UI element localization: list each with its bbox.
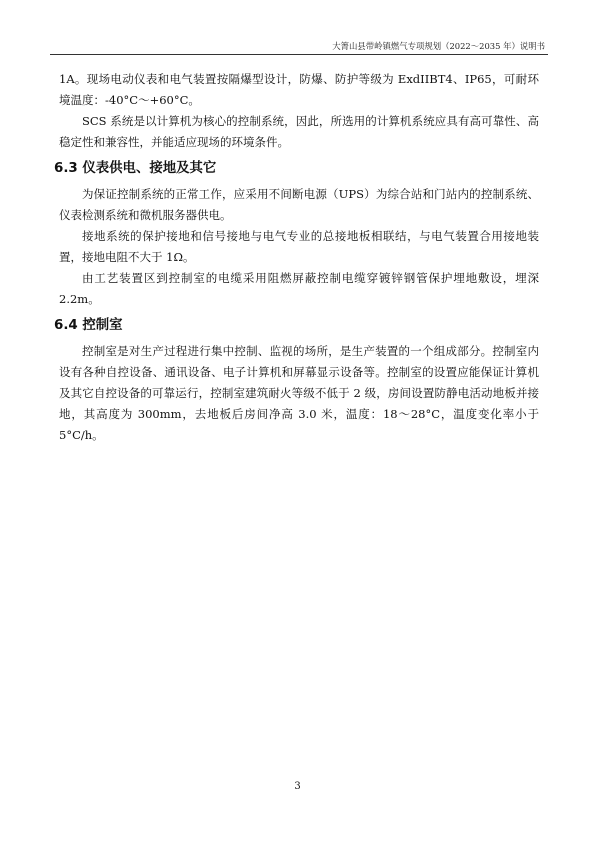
paragraph-continuation: 1A。现场电动仪表和电气装置按隔爆型设计，防爆、防护等级为 ExdIIBT4、IP65，可耐环境温度：-40°C～+60°C。 bbox=[59, 72, 539, 107]
section-heading-6-3: 6.3 仪表供电、接地及其它 bbox=[54, 161, 217, 176]
paragraph-grounding: 接地系统的保护接地和信号接地与电气专业的总接地板相联结，与电气装置合用接地装置，接地电阻不大于 1Ω。 bbox=[59, 229, 539, 264]
document-body bbox=[54, 69, 539, 446]
running-header: 大箐山县带岭镇燃气专项规划（2022～2035 年）说明书 bbox=[332, 41, 545, 51]
paragraph-scs-system: SCS 系统是以计算机为核心的控制系统，因此，所选用的计算机系统应具有高可靠性、高稳定性和兼容性，并能适应现场的环境条件。 bbox=[59, 114, 539, 149]
paragraph-control-room: 控制室是对生产过程进行集中控制、监视的场所，是生产装置的一个组成部分。控制室内设有各种自控设备、通讯设备、电子计算机和屏幕显示设备等。控制室的设置应能保证计算机及其它自控设备的可靠运行，控制室建筑耐火等级不低于 2 级，房间设置防静电活动地板并接地，其高度为 300mm，去地板后房间净高 3.0 米，温度：18～28°C，温度变化率小于 5°C/h。 bbox=[59, 344, 539, 442]
header-rule bbox=[50, 54, 548, 55]
paragraph-cabling: 由工艺装置区到控制室的电缆采用阻燃屏蔽控制电缆穿镀锌钢管保护埋地敷设，埋深 2.2m。 bbox=[59, 271, 539, 306]
page-number: 3 bbox=[294, 781, 301, 792]
section-heading-6-4: 6.4 控制室 bbox=[54, 318, 123, 333]
paragraph-ups-power: 为保证控制系统的正常工作，应采用不间断电源（UPS）为综合站和门站内的控制系统、仪表检测系统和微机服务器供电。 bbox=[59, 187, 539, 222]
